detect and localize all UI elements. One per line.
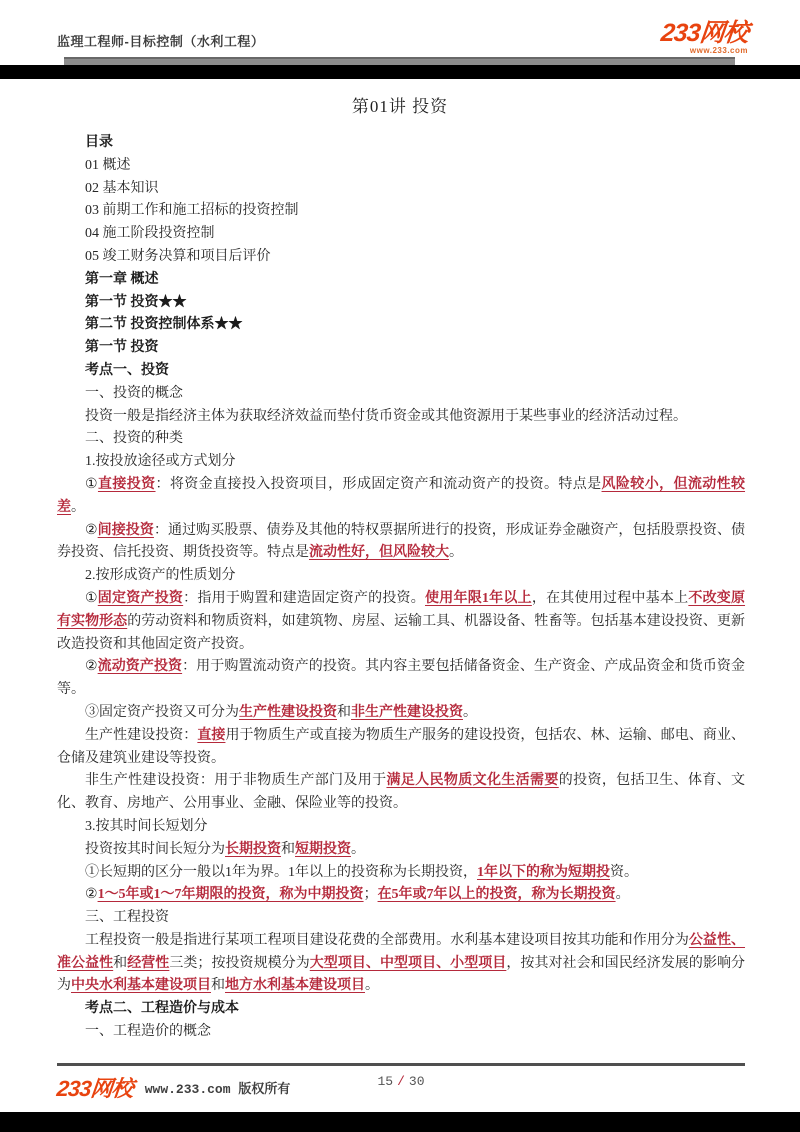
brand-logo-text: 233网校 [659,19,750,47]
text-line [57,907,745,930]
heading-line [57,269,745,292]
footer-row [57,1066,745,1103]
body-text: ； [363,887,378,903]
text-line [57,588,745,656]
body-text: ①长短期的区分一般以1年为界。1年以上的投资称为长期投资， [85,864,477,880]
text-line [57,406,745,429]
body-text: 一、投资的概念 [85,385,183,401]
body-text: ① [85,590,98,606]
body-text: 和 [281,841,295,857]
body-text: 考点二、工程造价与成本 [85,1001,239,1017]
highlighted-text: 不改变原有实物形态 [57,590,746,629]
text-line [57,178,745,201]
text-line [57,520,745,566]
highlighted-text: 非生产性建设投资 [351,704,463,720]
body-text: 投资一般是指经济主体为获取经济效益而垫付货币资金或其他资源用于某些事业的经济活动过程。 [85,408,687,424]
body-text: 二、投资的种类 [85,431,183,447]
body-text: ③固定资产投资又可分为 [85,704,239,720]
body-text: 资。 [610,864,638,880]
body-text: 生产性建设投资： [85,727,198,743]
text-line [57,770,745,816]
header-separator-black [0,65,800,79]
body-text: 。 [449,545,463,561]
text-line [57,200,745,223]
course-title: 监理工程师-目标控制（水利工程） [57,34,265,49]
heading-line [57,292,745,315]
heading-line [57,132,745,155]
text-line [57,725,745,771]
highlighted-text: 1～5年或1～7年期限的投资，称为中期投资 [97,887,364,903]
text-line [57,1021,745,1044]
highlighted-text: 经营性 [127,955,170,971]
highlighted-text: 大型项目、中型项目、小型项目 [309,955,507,971]
highlighted-text: 在5年或7年以上的投资，称为长期投资 [377,887,616,903]
highlighted-text: 短期投资 [295,841,351,857]
body-text: 第一章 概述 [85,271,159,287]
lecture-content [0,132,800,1044]
heading-line [57,998,745,1021]
text-line [57,816,745,839]
highlighted-text: 长期投资 [225,841,281,857]
text-line [57,702,745,725]
highlighted-text: 直接 [197,727,226,743]
body-text: 。 [615,887,630,903]
page-total: 30 [408,1074,425,1089]
highlighted-text: 地方水利基本建设项目 [225,978,365,994]
bottom-black-bar [0,1112,800,1132]
body-text: 一、工程造价的概念 [85,1024,211,1040]
page-footer [0,1063,800,1112]
body-text: ，在其使用过程中基本上 [531,590,689,606]
text-line [57,884,745,907]
body-text: 1.按投放途径或方式划分 [85,454,236,470]
body-text: ：指用于购置和建造固定资产的投资。 [183,590,426,606]
page-separator: / [397,1074,405,1089]
highlighted-text: 固定资产投资 [97,590,184,606]
body-text: 的劳动资料和物质资料，如建筑物、房屋、运输工具、机器设备、牲畜等。包括基本建设投资、更新改造投资和其他固定资产投资。 [57,613,746,652]
heading-line [57,337,745,360]
body-text: 。 [71,499,85,515]
highlighted-text: 生产性建设投资 [239,704,337,720]
highlighted-text: 公益性、准公益性 [57,932,746,971]
body-text: 02 基本知识 [85,180,159,196]
heading-line [57,360,745,383]
brand-logo [661,21,748,57]
text-line [57,839,745,862]
footer-copyright: www.233.com 版权所有 [144,1082,291,1097]
body-text: 。 [351,841,365,857]
body-text: ② [85,522,98,538]
text-line [57,565,745,588]
body-text: 三类；按投资规模分为 [169,955,310,971]
text-line [57,383,745,406]
page-current: 15 [377,1074,394,1089]
highlighted-text: 满足人民物质文化生活需要 [386,773,559,789]
body-text: 。 [463,704,477,720]
highlighted-text: 使用年限1年以上 [425,590,532,606]
body-text: ：通过购买股票、债券及其他的特权票据所进行的投资，形成证券金融资产，包括股票投资、债券投资、信托投资、期货投资等。特点是 [57,522,746,561]
body-text: 用于物质生产或直接为物质生产服务的建设投资，包括农、林、运输、邮电、商业、仓储及建筑业建设等投资。 [57,727,746,766]
body-text: ：用于购置流动资产的投资。其内容主要包括储备资金、生产资金、产成品资金和货币资金等。 [57,659,746,698]
highlighted-text: 流动性好，但风险较大 [309,545,449,561]
body-text: 考点一、投资 [85,362,169,378]
body-text: 投资按其时间长短分为 [85,841,225,857]
highlighted-text: 1年以下的称为短期投 [477,864,610,880]
body-text: 05 竣工财务决算和项目后评价 [85,248,271,264]
body-text: 2.按形成资产的性质划分 [85,568,236,584]
footer-brand-logo-text: 233网校 [55,1076,134,1101]
text-line [57,451,745,474]
text-line [57,223,745,246]
highlighted-text: 中央水利基本建设项目 [71,978,211,994]
body-text: 03 前期工作和施工招标的投资控制 [85,203,299,219]
body-text: ，按其对社会和国民经济发展的影响分为 [57,955,746,994]
page-header [0,0,800,57]
body-text: ① [85,476,98,492]
body-text: 目录 [85,135,113,150]
highlighted-text: 流动资产投资 [97,659,183,675]
text-line [57,930,745,998]
text-line [57,246,745,269]
body-text: 工程投资一般是指进行某项工程项目建设花费的全部费用。水利基本建设项目按其功能和作用分为 [85,932,689,948]
body-text: ：将资金直接投入投资项目，形成固定资产和流动资产的投资。特点是 [155,476,602,492]
body-text: 第一节 投资 [85,340,159,356]
text-line [57,862,745,885]
body-text: 04 施工阶段投资控制 [85,226,215,242]
body-text: 和 [337,704,351,720]
page-indicator [377,1074,424,1089]
body-text: 非生产性建设投资：用于非物质生产部门及用于 [85,773,387,789]
body-text: ② [85,887,98,903]
body-text: ② [85,659,98,675]
highlighted-text: 直接投资 [97,476,156,492]
brand-url: www.233.com [689,46,748,55]
body-text: 第一节 投资★★ [85,294,187,310]
heading-line [57,314,745,337]
body-text: 第二节 投资控制体系★★ [85,317,243,333]
text-line [57,155,745,178]
highlighted-text: 间接投资 [97,522,154,538]
text-line [57,428,745,451]
header-separator-gray [64,57,735,65]
body-text: 和 [113,955,128,971]
text-line [57,474,745,520]
body-text: 3.按其时间长短划分 [85,818,208,834]
text-line [57,656,745,702]
lecture-title: 第01讲 投资 [351,97,449,116]
body-text: 的投资，包括卫生、体育、文化、教育、房地产、公用事业、金融、保险业等的投资。 [57,773,746,812]
highlighted-text: 风险较小，但流动性较差 [57,476,746,515]
body-text: 和 [211,978,225,994]
body-text: 。 [365,978,379,994]
body-text: 三、工程投资 [85,910,169,926]
body-text: 01 概述 [85,157,131,173]
